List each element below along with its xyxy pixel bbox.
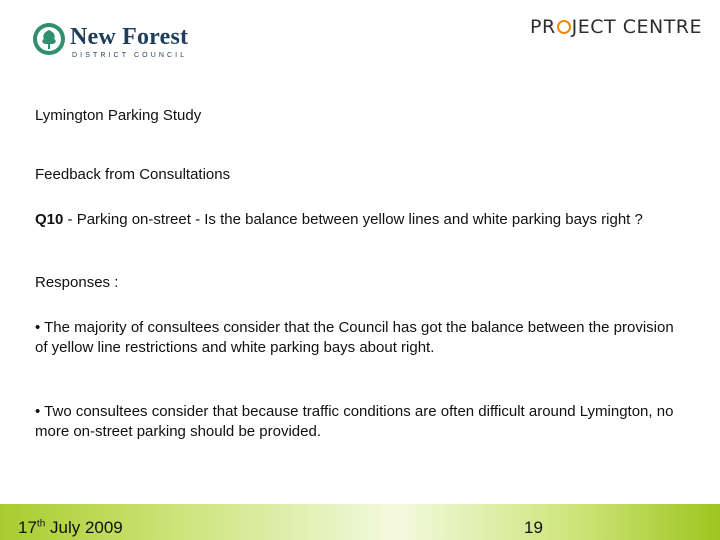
response-bullet-2: • Two consultees consider that because traffic conditions are often difficult around Lymington, no more on-street parking should be provided. [35,403,674,440]
responses-label: Responses : [35,274,119,291]
tree-emblem-icon [32,22,66,56]
logo-text-part2: JECT [571,16,617,38]
project-centre-logo [530,14,702,40]
logo-text-part3: CENTRE [622,16,702,38]
response-bullet-1: • The majority of consultees consider that the Council has got the balance between the provision of yellow line restrictions and white parking bays about right. [35,319,674,356]
new-forest-logo [32,22,192,62]
footer-date: 17th July 2009 [18,518,123,537]
footer-bar [0,504,720,540]
question-label: Q10 [35,211,64,228]
feedback-heading: Feedback from Consultations [35,166,231,183]
question-text [35,210,685,230]
orange-ring-icon [557,20,571,34]
logo-text-part1: PR [530,16,556,38]
page-number: 19 [524,518,543,537]
council-subtitle: DISTRICT COUNCIL [72,52,188,59]
council-name: New Forest [70,24,189,50]
question-body: - Parking on-street - Is the balance between yellow lines and white parking bays right ? [63,211,643,228]
slide-heading: Lymington Parking Study [35,107,202,124]
